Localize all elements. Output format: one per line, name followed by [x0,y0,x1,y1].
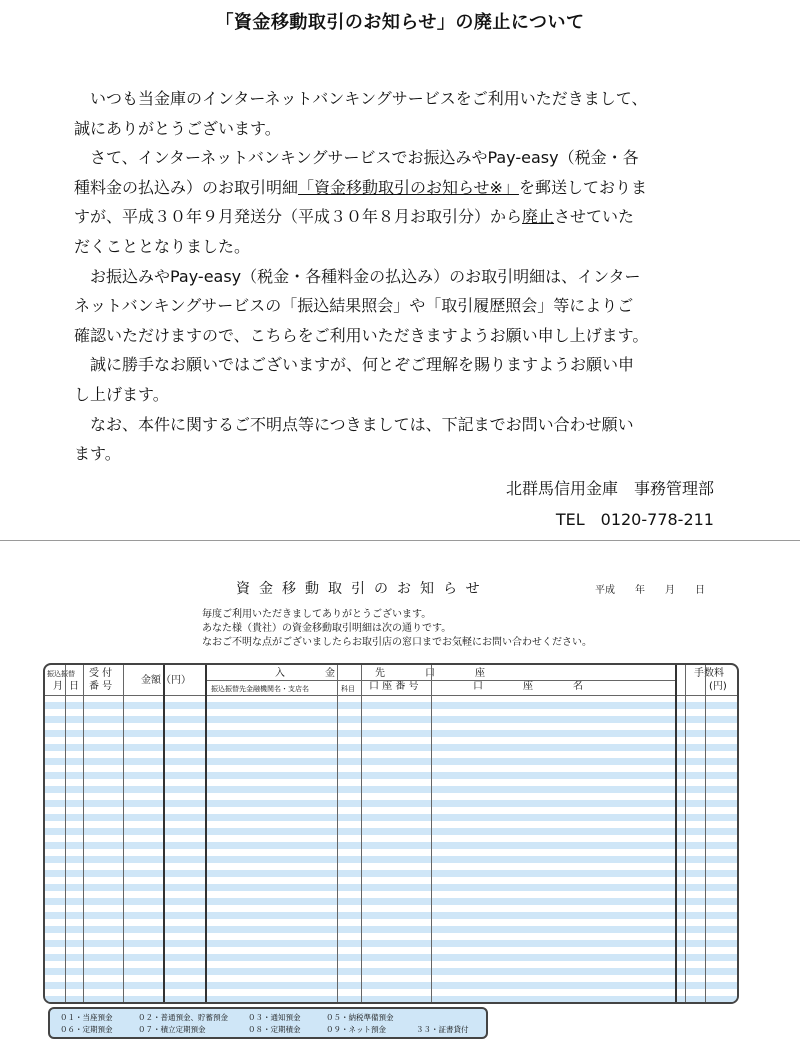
header-day: 日 [69,681,79,692]
table-row [45,842,737,849]
legend-item: ０９・ネット預金 [326,1025,386,1034]
column-divider [337,665,338,1002]
table-row [45,954,737,961]
header-divider [205,680,675,681]
legend-item: ０３・通知預金 [248,1013,301,1022]
notice-line: し上げます。 [74,384,169,404]
table-row [45,968,737,975]
header-amount: 金額（円） [141,675,191,686]
header-month: 月 [53,681,63,692]
legend-item: ３３・証書貸付 [416,1025,469,1034]
notice-line: なお、本件に関するご不明点等につきましては、下記までお問い合わせ願い [74,414,634,434]
table-row [45,996,737,1003]
column-divider [705,665,706,1002]
table-row [45,814,737,821]
column-divider [163,665,165,1002]
table-row [45,702,737,709]
header-fee: 手数料 [694,668,724,679]
header-payee-account: 入 金 先 口 座 [275,668,485,679]
table-row [45,772,737,779]
underlined-abolish: 廃止 [522,207,555,227]
notice-line: だくこととなりました。 [74,236,251,256]
table-row [45,758,737,765]
form-greeting-line: なおご不明な点がございましたらお取引店の窓口までお気軽にお問い合わせください。 [202,637,592,648]
table-row [45,744,737,751]
legend-item: ０６・定期預金 [60,1025,113,1034]
table-row [45,884,737,891]
header-fee-unit: (円) [709,681,727,692]
table-row [45,828,737,835]
signature: 北群馬信用金庫 事務管理部 [505,479,714,498]
column-divider [431,665,432,1002]
form-date: 平成 年 月 日 [595,585,705,596]
column-divider [65,665,66,1002]
notice-line: すが、平成３０年９月発送分（平成３０年８月お取引分）から [74,207,523,227]
legend-item: ０５・納税準備預金 [326,1013,394,1022]
header-account-number: 口 座 番 号 [369,681,419,692]
header-receipt: 受 付 [89,668,113,679]
column-divider [675,665,677,1002]
notice-title: 「資金移動取引のお知らせ」の廃止について [215,12,585,33]
form-title: 資金移動取引のお知らせ [236,581,489,597]
column-divider [123,665,124,1002]
notice-line: お振込みやPay-easy（税金・各種料金の払込み）のお取引明細は、インター [74,266,641,286]
table-row [45,800,737,807]
telephone: TEL 0120-778-211 [555,510,714,529]
underlined-document-name: 「資金移動取引のお知らせ※」 [298,177,519,197]
header-receipt-number: 番 号 [89,681,113,692]
header-account-name: 口 座 名 [473,681,583,692]
header-bank-branch: 振込振替先金融機関名・支店名 [211,685,309,693]
form-greeting-line: あなた様（貴社）の資金移動取引明細は次の通りです。 [202,623,452,634]
table-row [45,940,737,947]
column-divider [205,665,207,1002]
header-transfer-date: 振込振替 [47,670,75,678]
legend-item: ０２・普通預金、貯蓄預金 [138,1013,228,1022]
notice-line: 誠に勝手なお願いではございますが、何とぞご理解を賜りますようお願い申 [74,355,635,375]
table-row [45,870,737,877]
statement-table [43,663,739,1004]
notice-line: 確認いただけますので、こちらをご利用いただきますようお願い申し上げます。 [74,325,649,345]
column-divider [361,665,362,1002]
notice-line: ネットバンキングサービスの「振込結果照会」や「取引履歴照会」等によりご [74,296,634,316]
separator-line [0,540,800,541]
notice-line: さて、インターネットバンキングサービスでお振込みやPay-easy（税金・各 [74,148,639,168]
notice-line: いつも当金庫のインターネットバンキングサービスをご利用いただきまして、 [74,89,648,108]
table-row [45,912,737,919]
column-divider [685,665,686,1002]
sample-statement-form [40,575,740,1035]
notice-line: 誠にありがとうございます。 [74,118,281,138]
header-divider [45,695,737,696]
table-row [45,982,737,989]
notice-line: させていた [554,207,635,227]
table-row [45,926,737,933]
table-row [45,730,737,737]
form-greeting-line: 毎度ご利用いただきましてありがとうございます。 [202,609,432,620]
column-divider [83,665,84,1002]
legend-item: ０８・定期積金 [248,1025,301,1034]
notice-line: ます。 [74,444,121,464]
table-row [45,856,737,863]
notice-line: を郵送しておりま [518,177,647,197]
legend-item: ０１・当座預金 [60,1013,113,1022]
account-type-legend [48,1007,488,1039]
legend-item: ０７・積立定期預金 [138,1025,206,1034]
notice-body [74,84,724,469]
table-row [45,786,737,793]
table-row [45,898,737,905]
header-account-type: 科目 [341,685,355,693]
table-row [45,716,737,723]
notice-line: 種料金の払込み）のお取引明細 [74,177,299,197]
